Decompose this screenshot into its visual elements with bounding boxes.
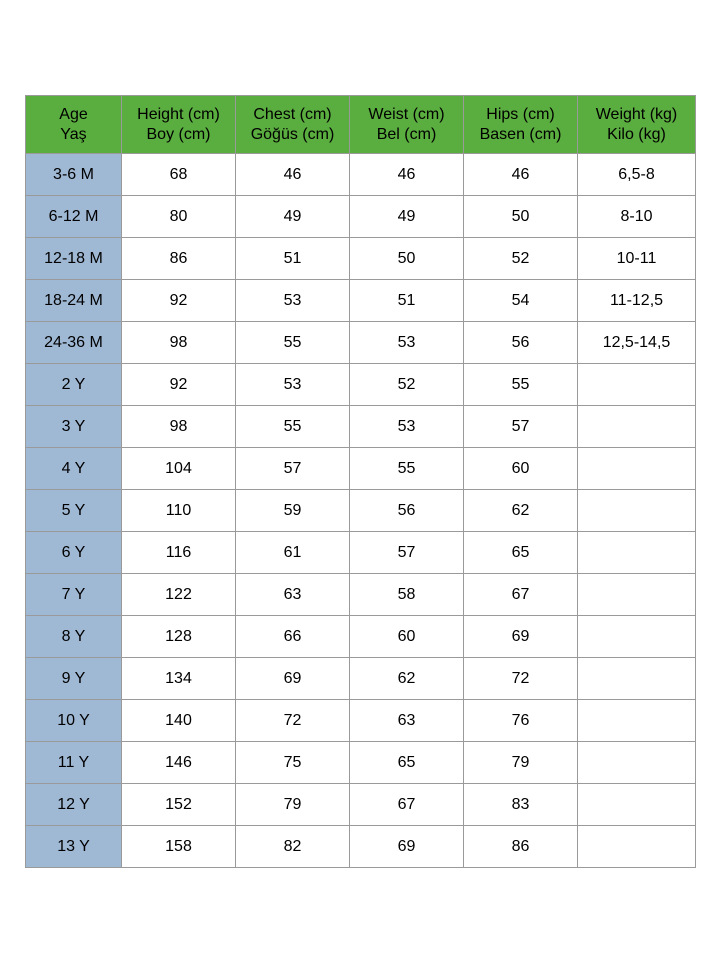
column-header-hips	[464, 96, 578, 154]
cell-chest: 79	[236, 784, 350, 826]
cell-age: 18-24 M	[26, 280, 122, 322]
cell-hips: 67	[464, 574, 578, 616]
cell-chest: 72	[236, 700, 350, 742]
cell-chest: 66	[236, 616, 350, 658]
cell-chest: 82	[236, 826, 350, 868]
cell-waist: 51	[350, 280, 464, 322]
cell-weight	[578, 658, 696, 700]
column-header-hips-tr: Basen (cm)	[479, 125, 562, 143]
size-chart-table-wrapper	[25, 95, 695, 868]
cell-chest: 57	[236, 448, 350, 490]
column-header-age-en: Age	[59, 105, 88, 123]
cell-chest: 75	[236, 742, 350, 784]
cell-weight	[578, 364, 696, 406]
cell-height: 98	[122, 322, 236, 364]
table-header-row	[26, 96, 696, 154]
table-row	[26, 700, 696, 742]
cell-weight	[578, 700, 696, 742]
table-row	[26, 196, 696, 238]
table-row	[26, 658, 696, 700]
cell-age: 6 Y	[26, 532, 122, 574]
cell-hips: 46	[464, 154, 578, 196]
column-header-chest	[236, 96, 350, 154]
table-row	[26, 322, 696, 364]
table-row	[26, 448, 696, 490]
cell-weight: 6,5-8	[578, 154, 696, 196]
cell-age: 6-12 M	[26, 196, 122, 238]
cell-height: 122	[122, 574, 236, 616]
cell-height: 86	[122, 238, 236, 280]
cell-weight: 10-11	[578, 238, 696, 280]
cell-weight: 12,5-14,5	[578, 322, 696, 364]
table-row	[26, 616, 696, 658]
column-header-chest-tr: Göğüs (cm)	[250, 125, 335, 143]
cell-chest: 49	[236, 196, 350, 238]
column-header-hips-en: Hips (cm)	[486, 105, 555, 123]
cell-chest: 55	[236, 322, 350, 364]
cell-waist: 69	[350, 826, 464, 868]
cell-chest: 63	[236, 574, 350, 616]
cell-weight	[578, 448, 696, 490]
table-row	[26, 532, 696, 574]
cell-age: 12 Y	[26, 784, 122, 826]
cell-waist: 52	[350, 364, 464, 406]
table-header	[26, 96, 696, 154]
table-row	[26, 574, 696, 616]
cell-hips: 57	[464, 406, 578, 448]
cell-height: 68	[122, 154, 236, 196]
cell-height: 146	[122, 742, 236, 784]
cell-weight	[578, 490, 696, 532]
cell-age: 11 Y	[26, 742, 122, 784]
cell-waist: 49	[350, 196, 464, 238]
cell-height: 116	[122, 532, 236, 574]
cell-height: 140	[122, 700, 236, 742]
cell-chest: 61	[236, 532, 350, 574]
cell-hips: 69	[464, 616, 578, 658]
cell-height: 80	[122, 196, 236, 238]
cell-waist: 56	[350, 490, 464, 532]
cell-weight	[578, 574, 696, 616]
table-row	[26, 238, 696, 280]
cell-hips: 56	[464, 322, 578, 364]
cell-waist: 62	[350, 658, 464, 700]
cell-age: 13 Y	[26, 826, 122, 868]
cell-waist: 60	[350, 616, 464, 658]
cell-age: 24-36 M	[26, 322, 122, 364]
cell-waist: 65	[350, 742, 464, 784]
cell-weight: 11-12,5	[578, 280, 696, 322]
cell-age: 12-18 M	[26, 238, 122, 280]
cell-height: 104	[122, 448, 236, 490]
cell-age: 3 Y	[26, 406, 122, 448]
cell-waist: 50	[350, 238, 464, 280]
column-header-waist-en: Weist (cm)	[368, 105, 445, 123]
column-header-chest-en: Chest (cm)	[253, 105, 332, 123]
cell-waist: 53	[350, 406, 464, 448]
cell-hips: 54	[464, 280, 578, 322]
cell-height: 128	[122, 616, 236, 658]
cell-waist: 67	[350, 784, 464, 826]
cell-weight	[578, 826, 696, 868]
cell-waist: 46	[350, 154, 464, 196]
cell-height: 134	[122, 658, 236, 700]
cell-chest: 55	[236, 406, 350, 448]
table-row	[26, 364, 696, 406]
cell-weight: 8-10	[578, 196, 696, 238]
cell-age: 3-6 M	[26, 154, 122, 196]
cell-height: 110	[122, 490, 236, 532]
cell-chest: 53	[236, 364, 350, 406]
column-header-height-en: Height (cm)	[137, 105, 220, 123]
cell-hips: 86	[464, 826, 578, 868]
cell-age: 10 Y	[26, 700, 122, 742]
cell-height: 92	[122, 364, 236, 406]
table-row	[26, 826, 696, 868]
cell-height: 152	[122, 784, 236, 826]
cell-age: 4 Y	[26, 448, 122, 490]
cell-height: 98	[122, 406, 236, 448]
cell-weight	[578, 616, 696, 658]
cell-age: 8 Y	[26, 616, 122, 658]
column-header-weight-en: Weight (kg)	[595, 105, 678, 123]
cell-hips: 83	[464, 784, 578, 826]
cell-weight	[578, 406, 696, 448]
cell-hips: 55	[464, 364, 578, 406]
cell-hips: 60	[464, 448, 578, 490]
cell-waist: 63	[350, 700, 464, 742]
size-chart-table	[25, 95, 696, 868]
column-header-age-tr: Yaş	[60, 125, 87, 143]
cell-chest: 51	[236, 238, 350, 280]
table-row	[26, 154, 696, 196]
cell-waist: 53	[350, 322, 464, 364]
table-row	[26, 490, 696, 532]
cell-hips: 76	[464, 700, 578, 742]
cell-hips: 79	[464, 742, 578, 784]
cell-waist: 57	[350, 532, 464, 574]
table-body	[26, 154, 696, 868]
cell-hips: 50	[464, 196, 578, 238]
table-row	[26, 742, 696, 784]
cell-weight	[578, 742, 696, 784]
cell-age: 5 Y	[26, 490, 122, 532]
cell-waist: 58	[350, 574, 464, 616]
column-header-weight	[578, 96, 696, 154]
column-header-waist-tr: Bel (cm)	[376, 125, 437, 143]
cell-hips: 72	[464, 658, 578, 700]
cell-age: 9 Y	[26, 658, 122, 700]
table-row	[26, 280, 696, 322]
cell-chest: 46	[236, 154, 350, 196]
column-header-height-tr: Boy (cm)	[146, 125, 211, 143]
column-header-waist	[350, 96, 464, 154]
cell-waist: 55	[350, 448, 464, 490]
cell-chest: 59	[236, 490, 350, 532]
cell-chest: 53	[236, 280, 350, 322]
column-header-weight-tr: Kilo (kg)	[607, 125, 666, 143]
cell-weight	[578, 784, 696, 826]
table-row	[26, 406, 696, 448]
cell-hips: 65	[464, 532, 578, 574]
cell-hips: 52	[464, 238, 578, 280]
table-row	[26, 784, 696, 826]
cell-chest: 69	[236, 658, 350, 700]
cell-age: 2 Y	[26, 364, 122, 406]
column-header-age	[26, 96, 122, 154]
cell-weight	[578, 532, 696, 574]
cell-height: 158	[122, 826, 236, 868]
column-header-height	[122, 96, 236, 154]
cell-height: 92	[122, 280, 236, 322]
cell-hips: 62	[464, 490, 578, 532]
cell-age: 7 Y	[26, 574, 122, 616]
